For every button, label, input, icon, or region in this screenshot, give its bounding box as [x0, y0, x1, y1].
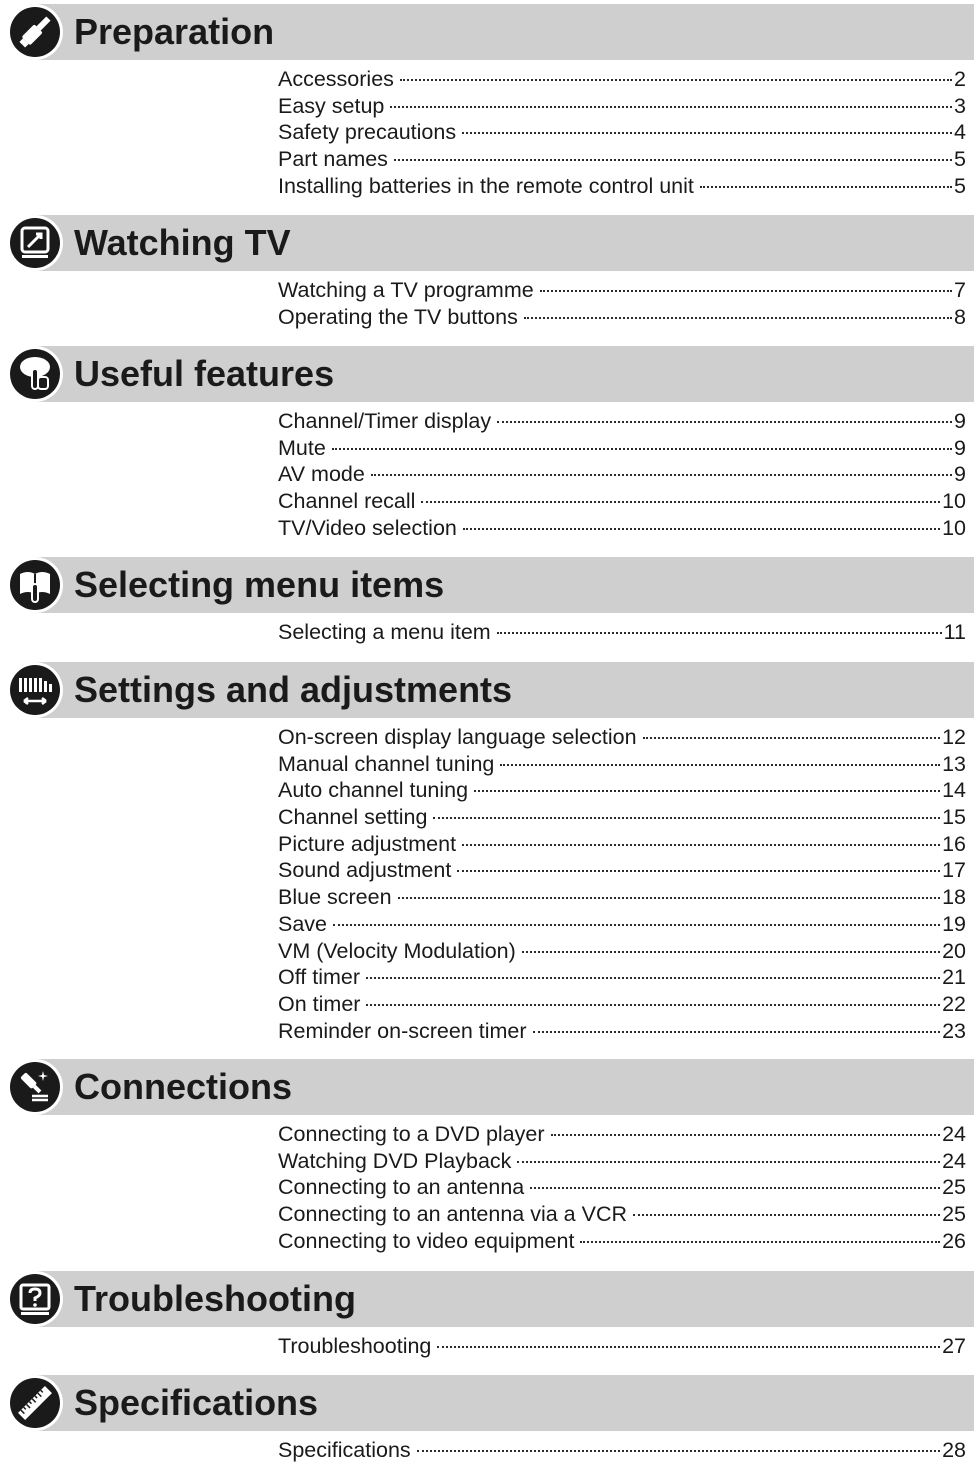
toc-entry[interactable]: [278, 991, 966, 1018]
toc-entry[interactable]: [278, 857, 966, 884]
level-meter-icon: [10, 665, 60, 715]
dot-leader: [530, 1187, 940, 1189]
dot-leader: [333, 924, 940, 926]
entry-label: Troubleshooting: [278, 1334, 432, 1358]
dot-leader: [497, 421, 952, 423]
toc-entry[interactable]: [278, 777, 966, 804]
page-number: 25: [942, 1175, 966, 1200]
entry-label: Connecting to an antenna via a VCR: [278, 1202, 628, 1227]
dot-leader: [533, 1031, 941, 1033]
toc-entry[interactable]: [278, 831, 966, 858]
entry-label: Easy setup: [278, 93, 385, 118]
toc-entry[interactable]: [278, 964, 966, 991]
page-number: 18: [942, 885, 966, 910]
entry-label: Mute: [278, 435, 326, 460]
dot-leader: [366, 1004, 940, 1006]
screwdriver-icon: [10, 7, 60, 57]
section-title: Selecting menu items: [74, 564, 445, 605]
toc-entry[interactable]: [278, 1201, 966, 1228]
entry-label: Operating the TV buttons: [278, 304, 518, 329]
page-number: 5: [954, 147, 966, 172]
dot-leader: [332, 448, 952, 450]
page-number: 26: [942, 1228, 966, 1253]
toc-list: [278, 408, 966, 541]
page-number: 2: [954, 67, 966, 91]
toc-entry[interactable]: [278, 304, 966, 331]
toc-list: [278, 277, 966, 330]
toc-list: [278, 1121, 966, 1254]
dot-leader: [500, 764, 940, 766]
page-number: 17: [942, 858, 966, 883]
plug-icon: [10, 1062, 60, 1112]
page-number: 13: [942, 751, 966, 776]
dot-leader: [457, 870, 940, 872]
toc-entry[interactable]: [278, 1174, 966, 1201]
page-number: 14: [942, 778, 966, 803]
dot-leader: [398, 897, 941, 899]
page-number: 19: [942, 911, 966, 936]
hand-pointer-icon: [10, 349, 60, 399]
page-number: 7: [954, 278, 966, 302]
entry-label: Off timer: [278, 965, 361, 990]
page-number: 12: [942, 725, 966, 749]
toc-list: [278, 1437, 966, 1464]
dot-leader: [462, 844, 940, 846]
page-number: 22: [942, 991, 966, 1016]
toc-list: [278, 66, 966, 199]
section-title: Watching TV: [74, 222, 291, 263]
toc-entry[interactable]: [278, 408, 966, 435]
toc-entry[interactable]: [278, 93, 966, 120]
dot-leader: [371, 474, 952, 476]
dot-leader: [462, 132, 952, 134]
dot-leader: [540, 290, 952, 292]
toc-entry[interactable]: [278, 435, 966, 462]
page-number: 9: [954, 462, 966, 487]
dot-leader: [390, 106, 952, 108]
book-hand-icon: [10, 560, 60, 610]
page-number: 27: [942, 1334, 966, 1358]
entry-label: Selecting a menu item: [278, 620, 491, 644]
entry-label: On timer: [278, 991, 361, 1016]
page-number: 5: [954, 173, 966, 198]
dot-leader: [433, 817, 940, 819]
entry-label: Specifications: [278, 1438, 411, 1462]
toc-entry[interactable]: [278, 751, 966, 778]
toc-entry[interactable]: [278, 911, 966, 938]
section-title: Troubleshooting: [74, 1278, 356, 1319]
entry-label: Channel recall: [278, 489, 416, 514]
page-number: 8: [954, 304, 966, 329]
entry-label: Connecting to a DVD player: [278, 1122, 545, 1146]
dot-leader: [580, 1241, 940, 1243]
toc-entry[interactable]: [278, 1148, 966, 1175]
entry-label: Watching a TV programme: [278, 278, 534, 302]
entry-label: Accessories: [278, 67, 394, 91]
entry-label: TV/Video selection: [278, 515, 457, 540]
entry-label: Safety precautions: [278, 120, 457, 145]
dot-leader: [524, 317, 952, 319]
dot-leader: [633, 1214, 940, 1216]
dot-leader: [497, 632, 942, 634]
toc-entry[interactable]: [278, 1437, 966, 1464]
dot-leader: [437, 1346, 940, 1348]
section-title: Preparation: [74, 11, 275, 52]
toc-list: [278, 724, 966, 1044]
entry-label: On-screen display language selection: [278, 725, 637, 749]
section-title: Useful features: [74, 353, 335, 394]
entry-label: Reminder on-screen timer: [278, 1018, 527, 1043]
entry-label: Auto channel tuning: [278, 778, 469, 803]
toc-entry[interactable]: [278, 938, 966, 965]
tv-question-icon: [10, 1274, 60, 1324]
toc-list: [278, 1333, 966, 1360]
dot-leader: [394, 159, 952, 161]
dot-leader: [700, 186, 952, 188]
dot-leader: [517, 1161, 940, 1163]
toc-entry[interactable]: [278, 1121, 966, 1148]
page-number: 4: [954, 120, 966, 145]
dot-leader: [400, 79, 952, 81]
dot-leader: [421, 501, 940, 503]
dot-leader: [643, 737, 941, 739]
page-number: 20: [942, 938, 966, 963]
tv-screen-icon: [10, 218, 60, 268]
entry-label: Sound adjustment: [278, 858, 452, 883]
toc-entry[interactable]: [278, 277, 966, 304]
ruler-icon: [10, 1378, 60, 1428]
page-number: 25: [942, 1202, 966, 1227]
toc-entry[interactable]: [278, 461, 966, 488]
dot-leader: [417, 1450, 940, 1452]
entry-label: Save: [278, 911, 328, 936]
toc-entry[interactable]: [278, 119, 966, 146]
page-number: 10: [942, 489, 966, 514]
toc-entry[interactable]: [278, 488, 966, 515]
page-number: 11: [943, 620, 966, 644]
entry-label: Channel setting: [278, 805, 428, 830]
dot-leader: [551, 1134, 941, 1136]
entry-label: Connecting to an antenna: [278, 1175, 525, 1200]
dot-leader: [522, 951, 940, 953]
toc-entry[interactable]: [278, 724, 966, 751]
dot-leader: [463, 528, 940, 530]
section-title: Connections: [74, 1066, 293, 1107]
page-number: 16: [942, 831, 966, 856]
entry-label: Manual channel tuning: [278, 751, 495, 776]
page-number: 23: [942, 1018, 966, 1043]
dot-leader: [366, 977, 940, 979]
section-title: Specifications: [74, 1382, 319, 1423]
toc-entry[interactable]: [278, 66, 966, 93]
entry-label: Part names: [278, 147, 388, 172]
section-title: Settings and adjustments: [74, 669, 513, 710]
entry-label: Channel/Timer display: [278, 409, 492, 433]
page-number: 21: [942, 965, 966, 990]
toc-entry[interactable]: [278, 804, 966, 831]
page-number: 9: [954, 409, 966, 433]
toc-entry[interactable]: [278, 515, 966, 542]
dot-leader: [474, 790, 940, 792]
page-number: 24: [942, 1148, 966, 1173]
page-number: 28: [942, 1438, 966, 1462]
entry-label: Watching DVD Playback: [278, 1148, 512, 1173]
entry-label: AV mode: [278, 462, 365, 487]
toc-list: [278, 619, 966, 646]
page-number: 9: [954, 435, 966, 460]
entry-label: Installing batteries in the remote control unit: [278, 173, 694, 198]
toc-entry[interactable]: [278, 619, 966, 646]
page-number: 24: [942, 1122, 966, 1146]
toc-entry[interactable]: [278, 1333, 966, 1360]
page-number: 15: [942, 805, 966, 830]
entry-label: Connecting to video equipment: [278, 1228, 575, 1253]
entry-label: Blue screen: [278, 885, 392, 910]
toc-entry[interactable]: [278, 1228, 966, 1255]
toc-entry[interactable]: [278, 884, 966, 911]
toc-entry[interactable]: [278, 173, 966, 200]
toc-entry[interactable]: [278, 146, 966, 173]
entry-label: Picture adjustment: [278, 831, 457, 856]
page-number: 3: [954, 93, 966, 118]
entry-label: VM (Velocity Modulation): [278, 938, 516, 963]
page-number: 10: [942, 515, 966, 540]
toc-entry[interactable]: [278, 1018, 966, 1045]
